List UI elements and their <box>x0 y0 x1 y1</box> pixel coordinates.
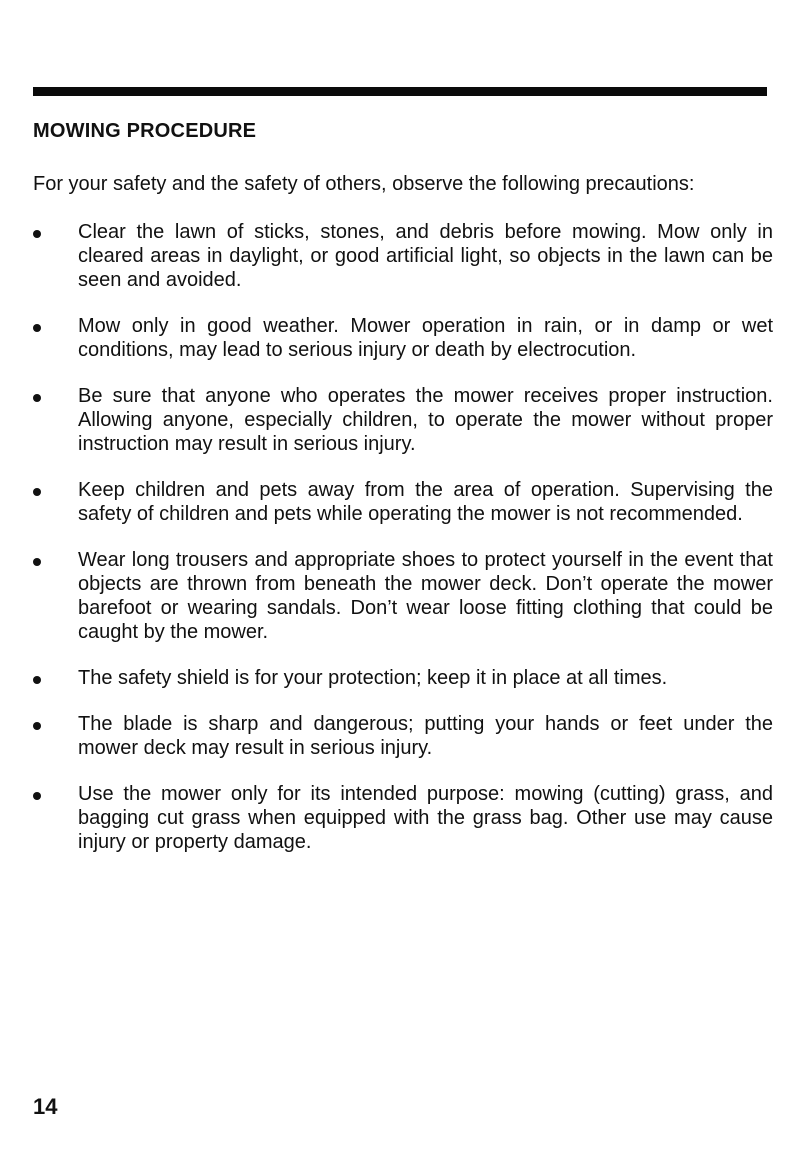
bullet-icon <box>33 792 41 800</box>
precaution-text: Mow only in good weather. Mower operation in rain, or in damp or wet conditions, may lead to serious injury or death by electrocution. <box>78 315 773 361</box>
bullet-icon <box>33 324 41 332</box>
bullet-icon <box>33 676 41 684</box>
page-number: 14 <box>33 1094 58 1119</box>
precaution-text: Be sure that anyone who operates the mower receives proper instruction. Allowing anyone, especially children, to operate the mower without proper instruction may result in serious injury. <box>78 385 773 455</box>
precaution-text: Wear long trousers and appropriate shoes to protect yourself in the event that objects are thrown from beneath the mower deck. Don’t operate the mower barefoot or wearing sandals. Don’t wear loose fitting clothing that could be caught by the mower. <box>78 549 773 643</box>
intro-paragraph: For your safety and the safety of others, observe the following precautions: <box>33 173 695 195</box>
precaution-text: Keep children and pets away from the area of operation. Supervising the safety of children and pets while operating the mower is not recommended. <box>78 479 773 525</box>
bullet-icon <box>33 488 41 496</box>
bullet-icon <box>33 230 41 238</box>
precaution-text: The blade is sharp and dangerous; putting your hands or feet under the mower deck may result in serious injury. <box>78 713 773 759</box>
list-item <box>33 548 773 644</box>
precaution-text: The safety shield is for your protection; keep it in place at all times. <box>78 667 668 689</box>
list-item <box>33 314 773 362</box>
precaution-text: Clear the lawn of sticks, stones, and debris before mowing. Mow only in cleared areas in daylight, or good artificial light, so objects in the lawn can be seen and avoided. <box>78 221 773 291</box>
bullet-icon <box>33 394 41 402</box>
precaution-text: Use the mower only for its intended purpose: mowing (cutting) grass, and bagging cut grass when equipped with the grass bag. Other use may cause injury or property damage. <box>78 783 773 853</box>
precautions-list <box>33 220 773 876</box>
list-item <box>33 384 773 456</box>
list-item <box>33 666 773 690</box>
bullet-icon <box>33 722 41 730</box>
list-item <box>33 712 773 760</box>
list-item <box>33 782 773 854</box>
list-item <box>33 478 773 526</box>
header-rule <box>33 87 767 96</box>
list-item <box>33 220 773 292</box>
section-heading: MOWING PROCEDURE <box>33 120 257 142</box>
bullet-icon <box>33 558 41 566</box>
